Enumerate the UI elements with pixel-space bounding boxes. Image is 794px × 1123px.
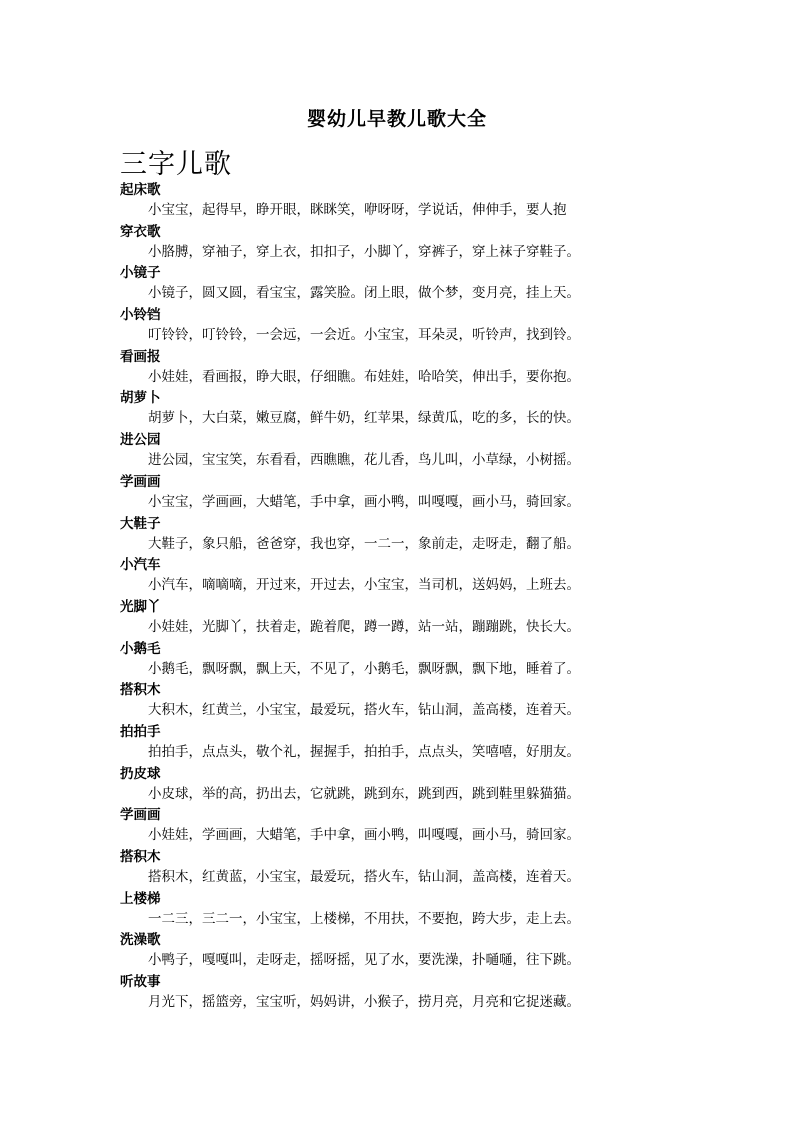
poem-text: 小镜子，圆又圆，看宝宝，露笑脸。闭上眼，做个梦，变月亮，挂上天。 bbox=[148, 285, 580, 302]
poem-entry bbox=[120, 222, 680, 264]
poem-list bbox=[120, 180, 680, 1014]
poem-text: 小皮球，举的高，扔出去，它就跳，跳到东，跳到西，跳到鞋里躲猫猫。 bbox=[148, 785, 580, 802]
poem-text: 拍拍手，点点头，敬个礼，握握手，拍拍手，点点头，笑嘻嘻，好朋友。 bbox=[148, 743, 580, 760]
poem-title: 小铃铛 bbox=[120, 307, 161, 324]
poem-text: 小鸭子，嘎嘎叫，走呀走，摇呀摇，见了水，要洗澡，扑嗵嗵，往下跳。 bbox=[148, 952, 580, 969]
poem-text: 小鹅毛，飘呀飘，飘上天，不见了，小鹅毛，飘呀飘，飘下地，睡着了。 bbox=[148, 660, 580, 677]
poem-title: 搭积木 bbox=[120, 682, 161, 699]
poem-text: 小胳膊，穿袖子，穿上衣，扣扣子，小脚丫，穿裤子，穿上袜子穿鞋子。 bbox=[148, 243, 580, 260]
poem-title: 光脚丫 bbox=[120, 598, 161, 615]
poem-title: 搭积木 bbox=[120, 849, 161, 865]
poem-text: 胡萝卜，大白菜，嫩豆腐，鲜牛奶，红苹果，绿黄瓜，吃的多，长的快。 bbox=[148, 410, 580, 427]
poem-title: 拍拍手 bbox=[120, 723, 161, 740]
poem-entry bbox=[120, 930, 680, 972]
poem-entry bbox=[120, 972, 680, 1014]
poem-entry bbox=[120, 847, 680, 889]
poem-text: 小宝宝，起得早，睁开眼，眯眯笑，咿呀呀，学说话，伸伸手，要人抱 bbox=[148, 202, 567, 218]
poem-entry bbox=[120, 722, 680, 764]
poem-entry bbox=[120, 263, 680, 305]
poem-entry bbox=[120, 180, 680, 222]
poem-text: 小娃娃，学画画，大蜡笔，手中拿，画小鸭，叫嘎嘎，画小马，骑回家。 bbox=[148, 827, 580, 844]
poem-text: 小娃娃，光脚丫，扶着走，跪着爬，蹲一蹲，站一站，蹦蹦跳，快长大。 bbox=[148, 618, 580, 635]
poem-entry bbox=[120, 639, 680, 681]
poem-title: 扔皮球 bbox=[120, 765, 161, 782]
poem-text: 搭积木，红黄蓝，小宝宝，最爱玩，搭火车，钻山洞，盖高楼，连着天。 bbox=[148, 869, 580, 885]
poem-title: 小鹅毛 bbox=[120, 640, 161, 657]
poem-text: 大积木，红黄兰，小宝宝，最爱玩，搭火车，钻山洞，盖高楼，连着天。 bbox=[148, 702, 580, 719]
poem-entry bbox=[120, 805, 680, 847]
poem-text: 进公园，宝宝笑，东看看，西瞧瞧，花儿香，鸟儿叫，小草绿，小树摇。 bbox=[148, 452, 580, 469]
poem-title: 洗澡歌 bbox=[120, 932, 161, 949]
poem-text: 叮铃铃，叮铃铃，一会远，一会近。小宝宝，耳朵灵，听铃声，找到铃。 bbox=[148, 327, 580, 344]
poem-text: 小娃娃，看画报，睁大眼，仔细瞧。布娃娃，哈哈笑，伸出手，要你抱。 bbox=[148, 368, 580, 385]
poem-entry bbox=[120, 388, 680, 430]
poem-text: 一二三，三二一，小宝宝，上楼梯，不用扶，不要抱，跨大步，走上去。 bbox=[148, 910, 580, 927]
poem-title: 进公园 bbox=[120, 432, 161, 449]
poem-title: 听故事 bbox=[120, 974, 161, 991]
poem-title: 上楼梯 bbox=[120, 890, 161, 907]
section-heading: 三字儿歌 bbox=[120, 149, 232, 180]
poem-entry bbox=[120, 347, 680, 389]
document-title: 婴幼儿早教儿歌大全 bbox=[306, 108, 487, 130]
poem-entry bbox=[120, 680, 680, 722]
poem-title: 看画报 bbox=[120, 348, 161, 365]
poem-title: 学画画 bbox=[120, 807, 161, 824]
poem-text: 月光下，摇篮旁，宝宝听，妈妈讲，小猴子，捞月亮，月亮和它捉迷藏。 bbox=[148, 994, 580, 1011]
poem-title: 大鞋子 bbox=[120, 515, 161, 532]
poem-text: 小汽车，嘀嘀嘀，开过来，开过去，小宝宝，当司机，送妈妈，上班去。 bbox=[148, 577, 580, 594]
poem-title: 穿衣歌 bbox=[120, 223, 161, 240]
poem-title: 胡萝卜 bbox=[120, 390, 161, 407]
poem-title: 小镜子 bbox=[120, 265, 161, 282]
poem-entry bbox=[120, 889, 680, 931]
poem-entry bbox=[120, 597, 680, 639]
poem-entry bbox=[120, 514, 680, 556]
poem-entry bbox=[120, 305, 680, 347]
poem-entry bbox=[120, 430, 680, 472]
poem-entry bbox=[120, 764, 680, 806]
poem-title: 起床歌 bbox=[120, 182, 161, 198]
poem-title: 小汽车 bbox=[120, 557, 161, 574]
poem-title: 学画画 bbox=[120, 473, 161, 490]
poem-entry bbox=[120, 472, 680, 514]
poem-text: 大鞋子，象只船，爸爸穿，我也穿，一二一，象前走，走呀走，翻了船。 bbox=[148, 535, 580, 552]
poem-entry bbox=[120, 555, 680, 597]
poem-text: 小宝宝，学画画，大蜡笔，手中拿，画小鸭，叫嘎嘎，画小马，骑回家。 bbox=[148, 493, 580, 510]
